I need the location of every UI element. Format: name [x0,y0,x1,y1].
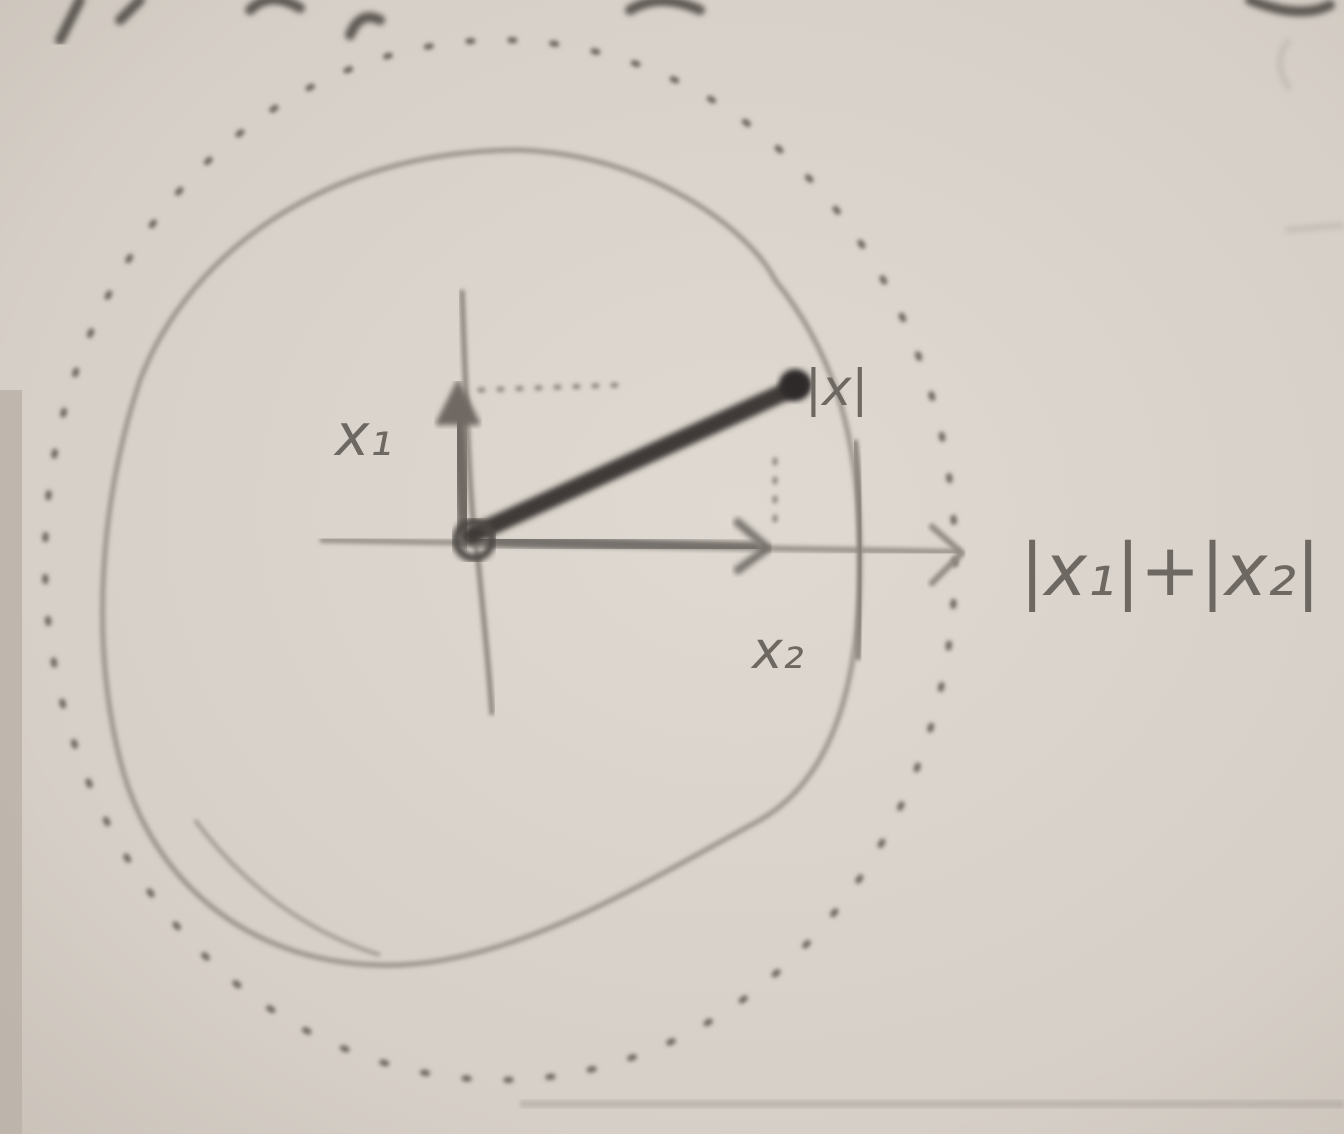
paper-left-edge [0,390,22,1134]
label-x2: x₂ [752,621,804,681]
label-norm-x: |x| [805,359,869,417]
label-sum-norm: |x₁|+|x₂| [1020,528,1321,612]
paper-bottom-edge [520,1100,1344,1108]
label-x1: x₁ [335,401,393,469]
vector-x2 [470,540,755,548]
